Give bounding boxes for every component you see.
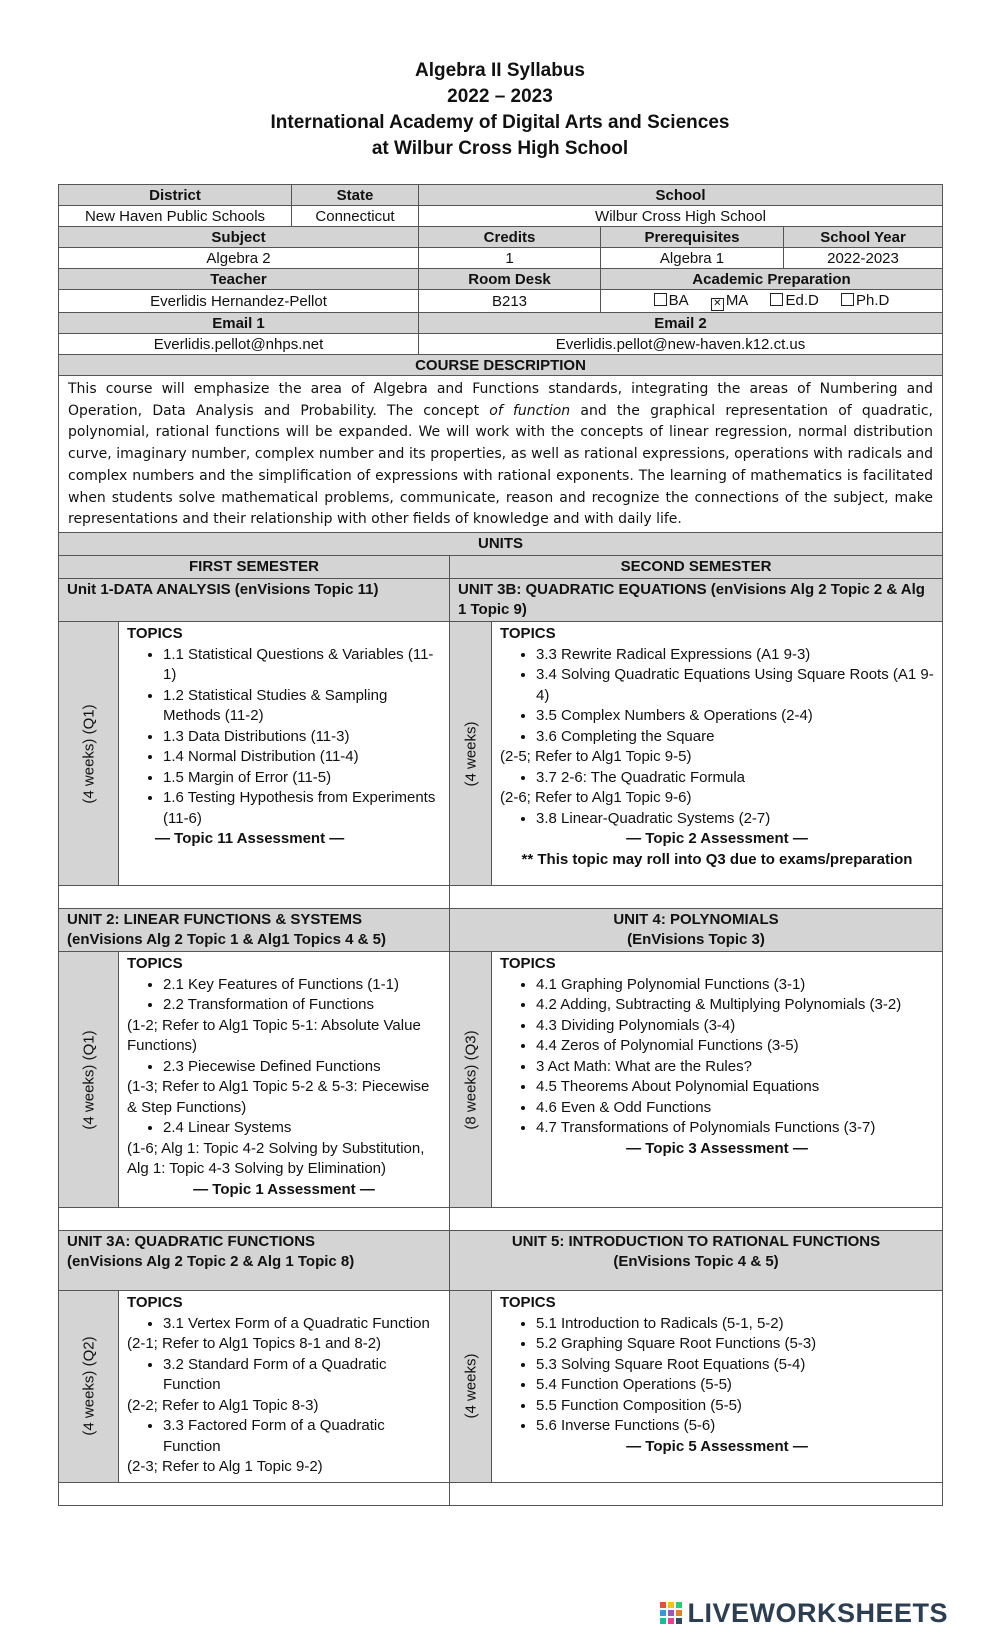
liveworksheets-icon (659, 1601, 683, 1625)
unit1-assessment: — Topic 11 Assessment — (155, 830, 345, 847)
list-item: • 3.2 Standard Form of a Quadratic Function (163, 1355, 441, 1396)
email2-value: Everlidis.pellot@new-haven.k12.ct.us (419, 334, 943, 355)
unit4-topics: TOPICS • 4.1 Graphing Polynomial Functions (3-1) • 4.2 Adding, Subtracting & Multiplying Polynomials (3-2) • 4.3 Dividing Polynomials (3-4) • 4.4 Zeros of Polynomial Functions (3-5) • 3 Act Math: What are the Rules? • 4.5 Theorems About Polynomial Equations • 4.6 Even & Odd Functions • 4.7 Transformations of Polynomials Functions (3-7) — Topic 3 Assessment — (492, 952, 943, 1208)
unit2-duration: (4 weeks) (Q1) (59, 952, 119, 1208)
subject-value: Algebra 2 (59, 248, 419, 269)
teacher-label: Teacher (59, 269, 419, 290)
credits-value: 1 (419, 248, 601, 269)
course-info-table (58, 184, 943, 536)
year-label: School Year (784, 227, 943, 248)
list-item: • 4.1 Graphing Polynomial Functions (3-1) (536, 975, 934, 996)
title-line-4: at Wilbur Cross High School (371, 138, 629, 159)
list-item: • 1.2 Statistical Studies & Sampling Methods (11-2) (163, 686, 441, 727)
list-item: • 5.1 Introduction to Radicals (5-1, 5-2) (536, 1314, 934, 1335)
document-title (0, 58, 1000, 162)
unit1-title: Unit 1-DATA ANALYSIS (enVisions Topic 11) (59, 579, 450, 622)
checkbox-edd[interactable] (770, 293, 783, 306)
subject-label: Subject (59, 227, 419, 248)
list-item: • 2.1 Key Features of Functions (1-1) (163, 975, 441, 996)
school-value: Wilbur Cross High School (419, 206, 943, 227)
first-semester-label: FIRST SEMESTER (59, 556, 450, 579)
list-item: • 5.6 Inverse Functions (5-6) (536, 1416, 934, 1437)
unit3a-title: UNIT 3A: QUADRATIC FUNCTIONS (enVisions Alg 2 Topic 2 & Alg 1 Topic 8) (59, 1231, 450, 1291)
list-item: • 3.3 Rewrite Radical Expressions (A1 9-3) (536, 645, 934, 666)
unit1-topics: TOPICS • 1.1 Statistical Questions & Variables (11-1) • 1.2 Statistical Studies & Sampling Methods (11-2) • 1.3 Data Distributions (11-3) • 1.4 Normal Distribution (11-4) • 1.5 Margin of Error (11-5) • 1.6 Testing Hypothesis from Experiments (11-6) — Topic 11 Assessment — (119, 622, 450, 886)
unit3a-topics: TOPICS • 3.1 Vertex Form of a Quadratic Function (2-1; Refer to Alg1 Topics 8-1 and 8-2) • 3.2 Standard Form of a Quadratic Function (2-2; Refer to Alg1 Topic 8-3) • 3.3 Factored Form of a Quadratic Function (2-3; Refer to Alg 1 Topic 9-2) (119, 1291, 450, 1483)
unit4-assessment: — Topic 3 Assessment — (626, 1139, 808, 1157)
acad-label: Academic Preparation (601, 269, 943, 290)
district-value: New Haven Public Schools (59, 206, 292, 227)
unit2-title: UNIT 2: LINEAR FUNCTIONS & SYSTEMS (enVisions Alg 2 Topic 1 & Alg1 Topics 4 & 5) (59, 909, 450, 952)
acad-option-ma: MA (725, 292, 749, 309)
unit5-title: UNIT 5: INTRODUCTION TO RATIONAL FUNCTIONS (EnVisions Topic 4 & 5) (450, 1231, 943, 1291)
email2-label: Email 2 (419, 313, 943, 334)
list-item: • 1.4 Normal Distribution (11-4) (163, 747, 441, 768)
list-item: • 3 Act Math: What are the Rules? (536, 1057, 934, 1078)
unit5-topics: TOPICS • 5.1 Introduction to Radicals (5-1, 5-2) • 5.2 Graphing Square Root Functions (5-3) • 5.3 Solving Square Root Equations (5-4) • 5.4 Function Operations (5-5) • 5.5 Function Composition (5-5) • 5.6 Inverse Functions (5-6) — Topic 5 Assessment — (492, 1291, 943, 1483)
list-item: • 2.3 Piecewise Defined Functions (163, 1057, 441, 1078)
title-line-3: International Academy of Digital Arts and Sciences (270, 112, 730, 133)
acad-option-phd: Ph.D (856, 292, 890, 309)
email1-label: Email 1 (59, 313, 419, 334)
liveworksheets-brand: LIVEWORKSHEETS (687, 1598, 948, 1628)
unit3b-topics: TOPICS • 3.3 Rewrite Radical Expressions (A1 9-3) • 3.4 Solving Quadratic Equations Using Square Roots (A1 9-4) • 3.5 Complex Numbers & Operations (2-4) • 3.6 Completing the Square (2-5; Refer to Alg1 Topic 9-5) • 3.7 2-6: The Quadratic Formula (2-6; Refer to Alg1 Topic 9-6) • 3.8 Linear-Quadratic Systems (2-7) — Topic 2 Assessment — ** This topic may roll into Q3 due to exams/preparation (492, 622, 943, 886)
list-item: • 3.5 Complex Numbers & Operations (2-4) (536, 706, 934, 727)
list-item: • 3.1 Vertex Form of a Quadratic Function (163, 1314, 441, 1335)
list-item: • 1.6 Testing Hypothesis from Experiments (11-6) (163, 788, 441, 829)
year-value: 2022-2023 (784, 248, 943, 269)
list-item: • 4.7 Transformations of Polynomials Functions (3-7) (536, 1118, 934, 1139)
teacher-value: Everlidis Hernandez-Pellot (59, 290, 419, 313)
unit3b-duration: (4 weeks) (450, 622, 492, 886)
list-item: • 3.3 Factored Form of a Quadratic Function (163, 1416, 441, 1457)
second-semester-label: SECOND SEMESTER (450, 556, 943, 579)
checkbox-phd[interactable] (841, 293, 854, 306)
room-value: B213 (419, 290, 601, 313)
state-value: Connecticut (292, 206, 419, 227)
list-item: • 1.5 Margin of Error (11-5) (163, 768, 441, 789)
unit3a-duration: (4 weeks) (Q2) (59, 1291, 119, 1483)
school-label: School (419, 185, 943, 206)
unit3b-note: ** This topic may roll into Q3 due to exams/preparation (521, 850, 913, 868)
list-item: • 3.6 Completing the Square (536, 727, 934, 748)
list-item: • 5.3 Solving Square Root Equations (5-4) (536, 1355, 934, 1376)
checkbox-ba[interactable] (654, 293, 667, 306)
list-item: • 2.2 Transformation of Functions (163, 995, 441, 1016)
list-item: • 4.5 Theorems About Polynomial Equations (536, 1077, 934, 1098)
list-item: • 1.3 Data Distributions (11-3) (163, 727, 441, 748)
unit4-title: UNIT 4: POLYNOMIALS (EnVisions Topic 3) (450, 909, 943, 952)
unit5-assessment: — Topic 5 Assessment — (626, 1437, 808, 1455)
email1-value: Everlidis.pellot@nhps.net (59, 334, 419, 355)
list-item: • 4.6 Even & Odd Functions (536, 1098, 934, 1119)
credits-label: Credits (419, 227, 601, 248)
state-label: State (292, 185, 419, 206)
unit3b-title: UNIT 3B: QUADRATIC EQUATIONS (enVisions Alg 2 Topic 2 & Alg 1 Topic 9) (450, 579, 943, 622)
title-line-2: 2022 – 2023 (447, 86, 553, 107)
units-table (58, 532, 943, 1506)
list-item: • 1.1 Statistical Questions & Variables (11-1) (163, 645, 441, 686)
list-item: • 5.4 Function Operations (5-5) (536, 1375, 934, 1396)
acad-option-ba: BA (668, 292, 689, 309)
course-description-label: COURSE DESCRIPTION (59, 355, 943, 376)
course-description: This course will emphasize the area of Algebra and Functions standards, integrating the areas of Numbering and Operation, Data Analysis and Probability. The concept of function and the graphical representation of quadratic, polynomial, rational functions will be expanded. We will work with the concepts of linear regression, normal distribution curve, imaginary number, complex number and its properties, as well as rational expressions, operations with radicals and complex numbers and the simplification of expressions with rational exponents. The learning of mathematics is facilitated when students solve mathematical problems, communicate, reason and recognize the connections of the subject, make representations and their relationship with other fields of knowledge and with daily life. (59, 376, 943, 536)
prereq-label: Prerequisites (601, 227, 784, 248)
prereq-value: Algebra 1 (601, 248, 784, 269)
list-item: • 4.3 Dividing Polynomials (3-4) (536, 1016, 934, 1037)
unit5-duration: (4 weeks) (450, 1291, 492, 1483)
unit2-topics: TOPICS • 2.1 Key Features of Functions (1-1) • 2.2 Transformation of Functions (1-2; Refer to Alg1 Topic 5-1: Absolute Value Functions) • 2.3 Piecewise Defined Functions (1-3; Refer to Alg1 Topic 5-2 & 5-3: Piecewise & Step Functions) • 2.4 Linear Systems (1-6; Alg 1: Topic 4-2 Solving by Substitution, Alg 1: Topic 4-3 Solving by Elimination) — Topic 1 Assessment — (119, 952, 450, 1208)
list-item: • 5.2 Graphing Square Root Functions (5-3) (536, 1334, 934, 1355)
list-item: • 3.8 Linear-Quadratic Systems (2-7) (536, 809, 934, 830)
district-label: District (59, 185, 292, 206)
acad-options (601, 290, 943, 313)
unit3b-assessment: — Topic 2 Assessment — (626, 830, 808, 847)
list-item: • 2.4 Linear Systems (163, 1118, 441, 1139)
list-item: • 5.5 Function Composition (5-5) (536, 1396, 934, 1417)
list-item: • 4.4 Zeros of Polynomial Functions (3-5) (536, 1036, 934, 1057)
unit2-assessment: — Topic 1 Assessment — (193, 1180, 375, 1198)
list-item: • 3.7 2-6: The Quadratic Formula (536, 768, 934, 789)
list-item: • 4.2 Adding, Subtracting & Multiplying Polynomials (3-2) (536, 995, 934, 1016)
acad-option-edd: Ed.D (785, 292, 819, 309)
list-item: • 3.4 Solving Quadratic Equations Using Square Roots (A1 9-4) (536, 665, 934, 706)
liveworksheets-logo[interactable] (659, 1598, 948, 1629)
unit1-duration: (4 weeks) (Q1) (59, 622, 119, 886)
title-line-1: Algebra II Syllabus (415, 60, 585, 81)
checkbox-ma[interactable]: ✕ (711, 298, 724, 311)
units-label: UNITS (59, 533, 943, 556)
unit4-duration: (8 weeks) (Q3) (450, 952, 492, 1208)
room-label: Room Desk (419, 269, 601, 290)
